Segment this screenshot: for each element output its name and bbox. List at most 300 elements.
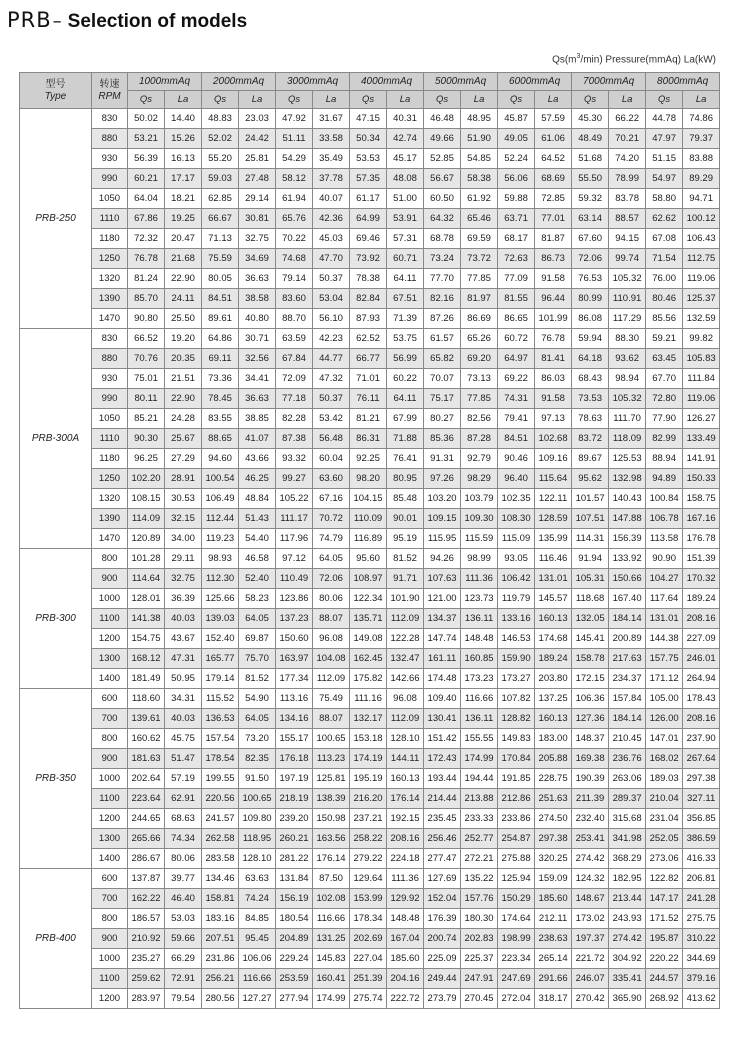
la-cell: 80.06 [313,589,350,609]
la-cell: 174.99 [313,989,350,1009]
la-cell: 241.28 [683,889,720,909]
la-cell: 34.00 [165,529,202,549]
la-cell: 185.60 [535,889,572,909]
qs-cell: 85.36 [424,429,461,449]
qs-cell: 67.86 [128,209,165,229]
la-cell: 66.22 [609,109,646,129]
qs-cell: 48.49 [572,129,609,149]
qs-cell: 273.79 [424,989,461,1009]
la-cell: 36.63 [239,389,276,409]
la-cell: 252.77 [461,829,498,849]
la-cell: 67.16 [313,489,350,509]
qs-cell: 74.31 [498,389,535,409]
qs-cell: 91.31 [424,449,461,469]
qs-cell: 71.13 [202,229,239,249]
la-cell: 213.88 [461,789,498,809]
qs-cell: 190.39 [572,769,609,789]
la-cell: 116.66 [461,689,498,709]
table-row [20,529,720,549]
la-cell: 95.19 [387,529,424,549]
qs-cell: 47.15 [350,109,387,129]
la-cell: 327.11 [683,789,720,809]
table-row [20,149,720,169]
qs-cell: 64.97 [498,349,535,369]
qs-cell: 67.84 [276,349,313,369]
qs-cell: 231.04 [646,809,683,829]
la-cell: 62.91 [165,789,202,809]
rpm-cell: 1200 [92,989,128,1009]
rpm-cell: 1110 [92,429,128,449]
la-cell: 126.27 [683,409,720,429]
qs-cell: 191.85 [498,769,535,789]
qs-cell: 47.92 [276,109,313,129]
qs-cell: 72.80 [646,389,683,409]
qs-cell: 113.16 [276,689,313,709]
la-cell: 160.13 [535,609,572,629]
qs-cell: 137.23 [276,609,313,629]
la-cell: 36.63 [239,269,276,289]
qs-cell: 60.21 [128,169,165,189]
qs-cell: 96.40 [498,469,535,489]
qs-cell: 64.32 [424,209,461,229]
qs-cell: 98.93 [202,549,239,569]
qs-cell: 128.01 [128,589,165,609]
qs-cell: 80.27 [424,409,461,429]
la-cell: 365.90 [609,989,646,1009]
rpm-cell: 700 [92,889,128,909]
la-cell: 87.50 [313,869,350,889]
la-cell: 101.90 [387,589,424,609]
la-cell: 32.75 [165,569,202,589]
qs-cell: 79.41 [498,409,535,429]
qs-cell: 78.63 [572,409,609,429]
qs-cell: 83.55 [202,409,239,429]
la-cell: 91.58 [535,269,572,289]
la-cell: 16.13 [165,149,202,169]
qs-cell: 223.64 [128,789,165,809]
qs-cell: 69.22 [498,369,535,389]
qs-cell: 106.49 [202,489,239,509]
pressure-header: 6000mmAq [498,73,572,91]
la-cell: 111.36 [461,569,498,589]
qs-cell: 102.35 [498,489,535,509]
la-cell: 238.63 [535,929,572,949]
la-cell: 96.44 [535,289,572,309]
la-cell: 25.81 [239,149,276,169]
qs-cell: 254.87 [498,829,535,849]
la-cell: 138.39 [313,789,350,809]
la-cell: 128.10 [387,729,424,749]
qs-cell: 63.14 [572,209,609,229]
qs-cell: 85.70 [128,289,165,309]
table-row [20,889,720,909]
la-cell: 125.81 [313,769,350,789]
la-cell: 75.70 [239,649,276,669]
qs-cell: 122.82 [646,869,683,889]
qs-cell: 76.00 [646,269,683,289]
qs-cell: 65.76 [276,209,313,229]
la-cell: 20.47 [165,229,202,249]
qs-cell: 132.17 [350,709,387,729]
qs-cell: 63.71 [498,209,535,229]
rpm-cell: 990 [92,389,128,409]
la-cell: 137.25 [535,689,572,709]
qs-cell: 81.55 [498,289,535,309]
la-cell: 182.95 [609,869,646,889]
la-cell: 53.03 [165,909,202,929]
qs-cell: 178.34 [350,909,387,929]
la-cell: 71.39 [387,309,424,329]
units-suffix: /min) Pressure(mmAq) La(kW) [580,54,716,66]
qs-cell: 178.54 [202,749,239,769]
qs-cell: 147.74 [424,629,461,649]
qs-cell: 107.82 [498,689,535,709]
la-cell: 184.14 [609,609,646,629]
type-header-zh: 型号 [45,78,66,90]
qs-cell: 173.02 [572,909,609,929]
la-cell: 140.43 [609,489,646,509]
qs-cell: 165.77 [202,649,239,669]
rpm-cell: 1000 [92,949,128,969]
qs-cell: 65.82 [424,349,461,369]
qs-cell: 210.92 [128,929,165,949]
la-cell: 20.35 [165,349,202,369]
la-cell: 173.23 [461,669,498,689]
qs-cell: 275.74 [350,989,387,1009]
qs-cell: 173.27 [498,669,535,689]
qs-cell: 174.48 [424,669,461,689]
rpm-cell: 1100 [92,609,128,629]
qs-cell: 78.38 [350,269,387,289]
qs-cell: 133.16 [498,609,535,629]
qs-subheader: Qs [424,91,461,109]
la-cell: 291.66 [535,969,572,989]
qs-cell: 244.57 [646,969,683,989]
la-cell: 246.01 [683,649,720,669]
qs-cell: 152.40 [202,629,239,649]
title-name: Selection of models [67,11,248,32]
rpm-cell: 830 [92,329,128,349]
qs-cell: 87.26 [424,309,461,329]
rpm-cell: 1180 [92,229,128,249]
la-cell: 136.11 [461,609,498,629]
rpm-cell: 1400 [92,849,128,869]
la-cell: 189.24 [683,589,720,609]
rpm-cell: 800 [92,909,128,929]
table-row [20,669,720,689]
la-cell: 56.99 [387,349,424,369]
la-cell: 132.47 [387,649,424,669]
qs-cell: 260.21 [276,829,313,849]
qs-cell: 63.45 [646,349,683,369]
la-cell: 47.31 [165,649,202,669]
qs-cell: 169.38 [572,749,609,769]
qs-cell: 109.40 [424,689,461,709]
page-title [7,8,247,38]
la-cell: 234.37 [609,669,646,689]
la-cell: 60.22 [387,369,424,389]
la-cell: 77.01 [535,209,572,229]
qs-cell: 75.01 [128,369,165,389]
qs-cell: 71.54 [646,249,683,269]
la-cell: 98.94 [609,369,646,389]
qs-cell: 134.37 [424,609,461,629]
qs-cell: 110.09 [350,509,387,529]
la-cell: 275.75 [683,909,720,929]
la-cell: 368.29 [609,849,646,869]
qs-cell: 67.70 [646,369,683,389]
qs-cell: 235.27 [128,949,165,969]
qs-cell: 252.05 [646,829,683,849]
qs-cell: 127.36 [572,709,609,729]
la-cell: 112.75 [683,249,720,269]
pressure-header: 7000mmAq [572,73,646,91]
qs-cell: 177.34 [276,669,313,689]
la-cell: 81.52 [387,549,424,569]
qs-cell: 55.50 [572,169,609,189]
la-cell: 31.67 [313,109,350,129]
qs-cell: 93.05 [498,549,535,569]
qs-cell: 49.66 [424,129,461,149]
la-cell: 115.64 [535,469,572,489]
la-cell: 93.62 [609,349,646,369]
qs-cell: 136.53 [202,709,239,729]
la-cell: 17.17 [165,169,202,189]
la-cell: 48.84 [239,489,276,509]
qs-cell: 272.04 [498,989,535,1009]
qs-cell: 45.30 [572,109,609,129]
qs-cell: 202.64 [128,769,165,789]
table-body [20,109,720,1009]
table-row [20,289,720,309]
la-cell: 174.99 [461,749,498,769]
qs-cell: 60.50 [424,189,461,209]
qs-cell: 216.20 [350,789,387,809]
qs-cell: 75.59 [202,249,239,269]
la-cell: 77.85 [461,389,498,409]
la-cell: 89.29 [683,169,720,189]
la-subheader: La [313,91,350,109]
la-cell: 102.68 [535,429,572,449]
la-cell: 147.88 [609,509,646,529]
qs-cell: 152.04 [424,889,461,909]
qs-cell: 265.66 [128,829,165,849]
qs-cell: 82.28 [276,409,313,429]
qs-cell: 146.53 [498,629,535,649]
qs-cell: 139.61 [128,709,165,729]
qs-cell: 160.62 [128,729,165,749]
la-cell: 54.90 [239,689,276,709]
qs-cell: 277.94 [276,989,313,1009]
la-cell: 61.06 [535,129,572,149]
qs-cell: 55.20 [202,149,239,169]
qs-cell: 220.22 [646,949,683,969]
qs-cell: 168.12 [128,649,165,669]
qs-cell: 90.46 [498,449,535,469]
qs-cell: 122.34 [350,589,387,609]
la-cell: 46.40 [165,889,202,909]
la-cell: 174.68 [535,629,572,649]
la-cell: 160.13 [387,769,424,789]
table-row [20,469,720,489]
qs-cell: 132.05 [572,609,609,629]
la-cell: 70.72 [313,509,350,529]
la-cell: 42.23 [313,329,350,349]
la-cell: 274.42 [609,929,646,949]
qs-cell: 212.86 [498,789,535,809]
qs-cell: 232.40 [572,809,609,829]
qs-cell: 63.59 [276,329,313,349]
la-cell: 82.56 [461,409,498,429]
qs-cell: 174.19 [350,749,387,769]
qs-cell: 249.44 [424,969,461,989]
qs-cell: 116.89 [350,529,387,549]
qs-cell: 53.21 [128,129,165,149]
la-cell: 176.14 [313,849,350,869]
la-cell: 97.13 [535,409,572,429]
qs-cell: 121.00 [424,589,461,609]
la-subheader: La [239,91,276,109]
qs-cell: 89.61 [202,309,239,329]
la-cell: 205.88 [535,749,572,769]
rpm-cell: 1000 [92,769,128,789]
table-row [20,789,720,809]
qs-cell: 157.54 [202,729,239,749]
qs-cell: 52.24 [498,149,535,169]
table-row [20,849,720,869]
qs-cell: 44.78 [646,109,683,129]
qs-cell: 172.43 [424,749,461,769]
la-cell: 148.48 [461,629,498,649]
qs-cell: 218.19 [276,789,313,809]
qs-cell: 268.92 [646,989,683,1009]
qs-cell: 66.77 [350,349,387,369]
qs-cell: 70.76 [128,349,165,369]
qs-cell: 62.62 [646,209,683,229]
qs-cell: 235.45 [424,809,461,829]
qs-cell: 197.37 [572,929,609,949]
la-cell: 200.89 [609,629,646,649]
qs-cell: 202.69 [350,929,387,949]
la-subheader: La [461,91,498,109]
table-row [20,989,720,1009]
qs-cell: 93.32 [276,449,313,469]
table-row [20,509,720,529]
qs-cell: 72.63 [498,249,535,269]
qs-cell: 119.79 [498,589,535,609]
qs-cell: 161.11 [424,649,461,669]
units-legend [552,53,716,65]
qs-subheader: Qs [498,91,535,109]
table-row [20,309,720,329]
la-cell: 32.75 [239,229,276,249]
la-cell: 69.59 [461,229,498,249]
table-row [20,649,720,669]
qs-cell: 96.25 [128,449,165,469]
rpm-cell: 1300 [92,649,128,669]
la-cell: 88.07 [313,609,350,629]
la-cell: 98.99 [461,549,498,569]
qs-cell: 87.38 [276,429,313,449]
table-row [20,209,720,229]
la-cell: 112.09 [313,669,350,689]
la-cell: 27.29 [165,449,202,469]
qs-cell: 127.69 [424,869,461,889]
qs-cell: 253.59 [276,969,313,989]
la-cell: 379.16 [683,969,720,989]
rpm-cell: 1300 [92,829,128,849]
la-cell: 45.17 [387,149,424,169]
la-cell: 102.08 [313,889,350,909]
qs-cell: 52.02 [202,129,239,149]
qs-cell: 112.30 [202,569,239,589]
la-cell: 71.88 [387,429,424,449]
qs-cell: 106.42 [498,569,535,589]
qs-cell: 179.14 [202,669,239,689]
qs-cell: 153.18 [350,729,387,749]
la-cell: 73.13 [461,369,498,389]
qs-cell: 92.25 [350,449,387,469]
la-cell: 320.25 [535,849,572,869]
la-cell: 335.41 [609,969,646,989]
rpm-cell: 600 [92,689,128,709]
la-cell: 48.95 [461,109,498,129]
qs-cell: 110.49 [276,569,313,589]
la-cell: 83.78 [609,189,646,209]
qs-cell: 277.47 [424,849,461,869]
qs-cell: 62.85 [202,189,239,209]
table-row [20,909,720,929]
la-cell: 203.80 [535,669,572,689]
la-cell: 141.91 [683,449,720,469]
la-cell: 99.82 [683,329,720,349]
la-cell: 116.66 [239,969,276,989]
la-cell: 24.28 [165,409,202,429]
qs-cell: 106.78 [646,509,683,529]
la-cell: 208.16 [683,609,720,629]
qs-cell: 49.05 [498,129,535,149]
table-row [20,489,720,509]
qs-cell: 109.15 [424,509,461,529]
qs-cell: 207.51 [202,929,239,949]
la-cell: 65.26 [461,329,498,349]
la-cell: 160.13 [535,709,572,729]
la-cell: 204.16 [387,969,424,989]
la-cell: 304.92 [609,949,646,969]
qs-cell: 50.34 [350,129,387,149]
la-cell: 79.54 [165,989,202,1009]
qs-cell: 159.90 [498,649,535,669]
qs-cell: 104.15 [350,489,387,509]
qs-cell: 148.67 [572,889,609,909]
la-cell: 92.79 [461,449,498,469]
la-cell: 86.73 [535,249,572,269]
la-cell: 133.92 [609,549,646,569]
qs-cell: 58.80 [646,189,683,209]
la-cell: 98.29 [461,469,498,489]
qs-cell: 54.29 [276,149,313,169]
la-cell: 24.42 [239,129,276,149]
qs-cell: 74.68 [276,249,313,269]
la-cell: 104.08 [313,649,350,669]
qs-cell: 125.94 [498,869,535,889]
la-cell: 72.06 [313,569,350,589]
la-cell: 53.04 [313,289,350,309]
qs-cell: 94.60 [202,449,239,469]
table-row [20,549,720,569]
la-cell: 14.40 [165,109,202,129]
model-cell: PRB-250 [20,109,92,329]
